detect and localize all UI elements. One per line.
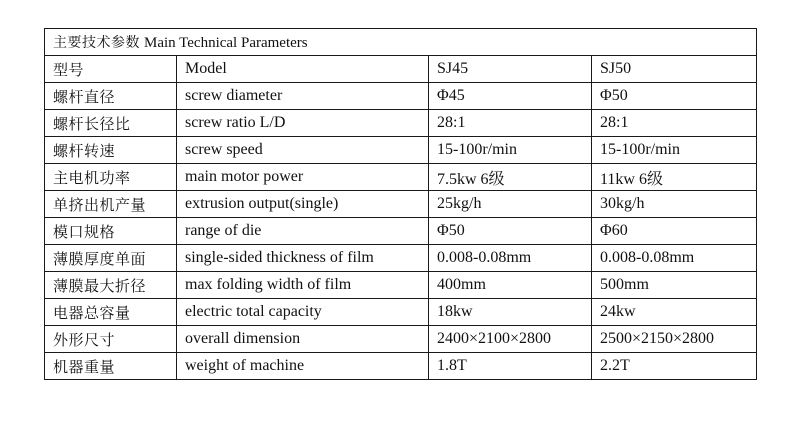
- param-name-en: range of die: [177, 218, 429, 245]
- param-value-sj45: 1.8T: [429, 353, 592, 380]
- param-value-sj50: Φ50: [592, 83, 757, 110]
- table-title-row: [45, 29, 757, 56]
- param-value-sj45: 2400×2100×2800: [429, 326, 592, 353]
- param-name-cn: 机器重量: [45, 353, 177, 380]
- param-name-cn: 单挤出机产量: [45, 191, 177, 218]
- param-name-cn: 薄膜最大折径: [45, 272, 177, 299]
- param-value-sj50: 0.008-0.08mm: [592, 245, 757, 272]
- param-name-en: screw speed: [177, 137, 429, 164]
- table-row: [45, 56, 757, 83]
- table-title: [45, 29, 757, 56]
- param-name-cn: 螺杆转速: [45, 137, 177, 164]
- table-row: [45, 110, 757, 137]
- table-title-cn: 主要技术参数: [53, 35, 140, 51]
- param-name-en: single-sided thickness of film: [177, 245, 429, 272]
- table-title-en: Main Technical Parameters: [144, 35, 308, 51]
- param-value-sj50: 28:1: [592, 110, 757, 137]
- table-row: [45, 83, 757, 110]
- param-value-sj45: 0.008-0.08mm: [429, 245, 592, 272]
- technical-parameters-table: [44, 28, 757, 380]
- param-value-sj50: 500mm: [592, 272, 757, 299]
- param-name-cn: 螺杆直径: [45, 83, 177, 110]
- param-value-sj45: SJ45: [429, 56, 592, 83]
- param-name-cn: 型号: [45, 56, 177, 83]
- param-value-sj50: 2500×2150×2800: [592, 326, 757, 353]
- param-value-sj45: Φ45: [429, 83, 592, 110]
- param-name-en: Model: [177, 56, 429, 83]
- param-name-cn: 主电机功率: [45, 164, 177, 191]
- param-name-cn: 模口规格: [45, 218, 177, 245]
- param-value-sj45: Φ50: [429, 218, 592, 245]
- param-value-sj45: 15-100r/min: [429, 137, 592, 164]
- table-row: [45, 326, 757, 353]
- table-row: [45, 164, 757, 191]
- param-name-en: main motor power: [177, 164, 429, 191]
- table-row: [45, 245, 757, 272]
- table-row: [45, 353, 757, 380]
- param-name-en: weight of machine: [177, 353, 429, 380]
- param-value-sj50: Φ60: [592, 218, 757, 245]
- param-value-sj45: 7.5kw 6级: [429, 164, 592, 191]
- param-value-sj45: 400mm: [429, 272, 592, 299]
- param-name-en: extrusion output(single): [177, 191, 429, 218]
- param-value-sj50: 2.2T: [592, 353, 757, 380]
- table-row: [45, 272, 757, 299]
- param-name-en: screw diameter: [177, 83, 429, 110]
- technical-parameters-sheet: [44, 28, 756, 410]
- param-name-cn: 电器总容量: [45, 299, 177, 326]
- param-name-en: overall dimension: [177, 326, 429, 353]
- param-value-sj50: SJ50: [592, 56, 757, 83]
- param-value-sj45: 28:1: [429, 110, 592, 137]
- param-name-cn: 薄膜厚度单面: [45, 245, 177, 272]
- param-name-en: screw ratio L/D: [177, 110, 429, 137]
- table-row: [45, 137, 757, 164]
- param-value-sj50: 11kw 6级: [592, 164, 757, 191]
- param-value-sj50: 15-100r/min: [592, 137, 757, 164]
- param-name-cn: 外形尺寸: [45, 326, 177, 353]
- param-value-sj50: 24kw: [592, 299, 757, 326]
- param-name-cn: 螺杆长径比: [45, 110, 177, 137]
- table-row: [45, 218, 757, 245]
- param-value-sj45: 18kw: [429, 299, 592, 326]
- param-value-sj50: 30kg/h: [592, 191, 757, 218]
- table-row: [45, 191, 757, 218]
- param-name-en: electric total capacity: [177, 299, 429, 326]
- param-name-en: max folding width of film: [177, 272, 429, 299]
- table-row: [45, 299, 757, 326]
- param-value-sj45: 25kg/h: [429, 191, 592, 218]
